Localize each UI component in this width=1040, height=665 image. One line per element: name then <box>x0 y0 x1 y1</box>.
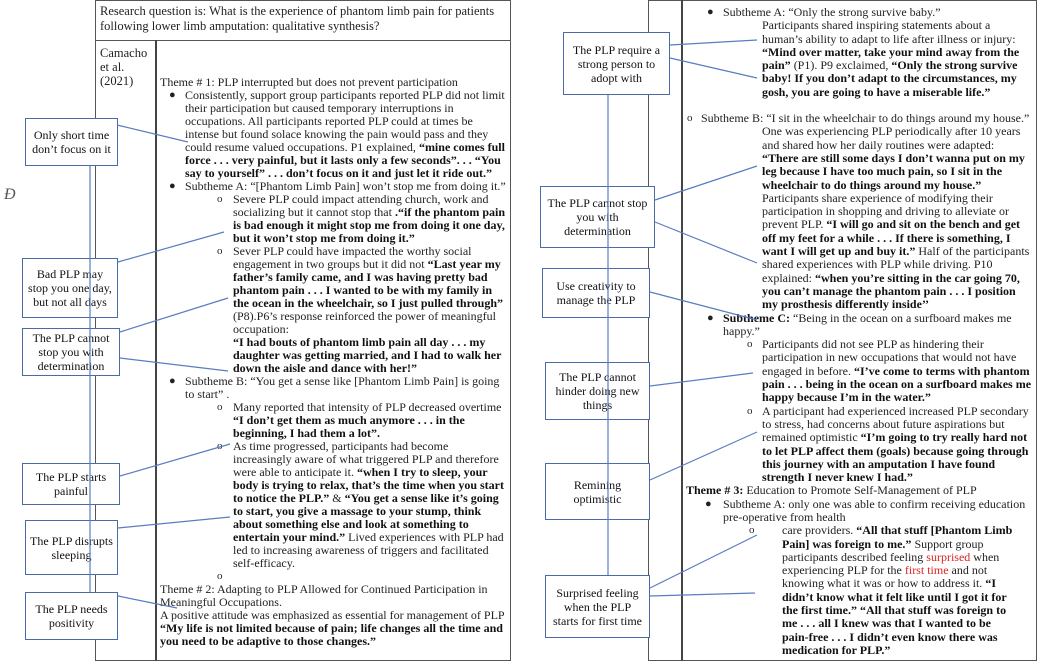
note-creativity: Use creativity to manage the PLP <box>542 268 650 318</box>
note-new-things: The PLP cannot hinder doing new things <box>545 362 650 420</box>
subtheme-c-item-1: o Participants did not see PLP as hindering their participation in new occupations that would not have engaged in before. “I’ve come to terms with phantom pain . . . being in the ocean on a surfboard makes me happy because I’m in the water.” <box>747 337 1032 405</box>
text: One was experiencing PLP periodically after 10 years and shared how her daily routines were adapted: <box>762 124 1021 152</box>
theme-1-bullet: ● Consistently, support group participants reported PLP did not limit their participation but caused temporary interruptions in occupations. All participants reported PLP could at times be intense but found solace knowing the pain would pass and they could resume valued occupations. P1 explained, “mine comes full force . . . very painful, but it lasts only a few seconds”. . . “You say to yourself” . . . don’t focus on it and just let it ride out.” <box>169 88 505 180</box>
quote: “My life is not limited because of pain; life changes all the time and you need to be adaptive to those changes.” <box>160 621 503 648</box>
text: and not knowing what it was or how to address it. <box>782 563 988 591</box>
right-body <box>686 6 1032 657</box>
text: Lived experiences with PLP had led to increasing awareness of triggers and facilitated self-efficacy. <box>233 530 504 570</box>
text: (P1). P9 exclaimed, <box>790 58 892 73</box>
subtheme-a-text <box>762 19 1032 99</box>
text: & <box>329 491 345 505</box>
quote: “I’ve come to terms with phantom pain . . . being in the ocean on a surfboard makes me happy because I’m in the water.” <box>762 363 1032 405</box>
note-optimistic: Remining optimistic <box>545 463 650 520</box>
text: Participants share experience of modifying their participation in shopping and driving to alleviate or prevent PLP. <box>762 190 1009 232</box>
text: A positive attitude was emphasized as essential for management of PLP <box>160 608 505 622</box>
subtheme-a-item-2: o Sever PLP could have impacted the worthy social engagement in two groups but it did not “Last year my father’s family came, and I was having pretty bad phantom pain . . . I wanted to be with my family in the ocean in the wheelchair, so I just pulled through” (P8).P6’s response reinforced the power of meaningful occupation: “I had bouts of phantom limb pain all day . . . my daughter was getting married, and I had to walk her down the aisle and dance with her!” <box>217 244 504 375</box>
subtheme-b-item-2: o As time progressed, participants had become increasingly aware of what triggered PLP and therefore were able to anticipate it. “when I try to sleep, your body is trying to relax, that’s the time when you start to notice the PLP.” & “You get a sense like it’s going to start, you give a massage to your stump, think about something else and look at something to entertain your mind.” Lived experiences with PLP had led to increasing awareness of triggers and facilitated self-efficacy. <box>217 439 504 570</box>
note-strong-person: The PLP require a strong person to adopt with <box>563 32 670 95</box>
quote: “There are still some days I don’t wanna put on my leg because I have too much pain, so I sit in the wheelchair to do things around my house.” <box>762 150 1025 192</box>
quote: “Mind over matter, take your mind away from the pain” <box>762 44 1020 73</box>
text: Support group participants described feeling <box>782 536 984 564</box>
text: Sever PLP could have impacted the worthy social engagement in two groups but it did not <box>233 244 472 271</box>
quote: “when I try to sleep, your body is trying to relax, that’s the time when you start to notice the PLP.” <box>233 465 504 505</box>
quote: “when you’re sitting in the car going 70, you can’t manage the phantom pain . . . I position my prosthesis differently inside’’ <box>762 270 1020 312</box>
quote: “You get a sense like it’s going to start, you give a massage to your stump, think about something else and look at something to entertain your mind.” <box>233 491 499 544</box>
right-column-divider <box>681 0 683 661</box>
quote: “All that stuff [Phantom Limb Pain] was foreign to me.” <box>782 523 1013 551</box>
subtheme-b-item-1: o Many reported that intensity of PLP decreased overtime “I don’t get them as much anymore . . . in the beginning, I had them a lot”. <box>217 400 502 440</box>
text: Severe PLP could impact attending church, work and socializing but it cannot stop that <box>233 192 489 219</box>
note-short-time: Only short time don’t focus on it <box>25 118 118 166</box>
subtheme-b-label: Subtheme B: “You get a sense like [Phantom Limb Pain] is going to start” . <box>185 374 500 401</box>
quote: “Only the strong survive baby! If you don’t adapt to the circumstances, my gosh, you are going to have a miserable life.” <box>762 58 1018 99</box>
quote: “I’m going to try really hard not to let PLP affect them (goals) because going through this journey with an amputation I have found strength I never knew I had.” <box>762 430 1029 485</box>
quote: “I don’t get them as much anymore . . . in the beginning, I had them a lot”. <box>233 413 465 440</box>
text: Many reported that intensity of PLP decreased overtime <box>233 400 502 414</box>
subtheme-b-label: Subtheme B: “I sit in the wheelchair to do things around my house.” <box>701 111 1030 126</box>
subtheme-c-label: Subtheme C: <box>723 310 791 325</box>
text: Subtheme A: only one was able to confirm receiving education pre-operative from health <box>723 496 1026 524</box>
subtheme-b: o Subtheme B: “I sit in the wheelchair to do things around my house.” <box>687 111 1030 126</box>
note-disrupts-sleeping: The PLP disrupts sleeping <box>25 520 118 575</box>
text: Participants shared inspiring statements about a human’s ability to adapt to life after illness or injury: <box>762 18 1016 46</box>
note-needs-positivity: The PLP needs positivity <box>25 592 118 640</box>
text: Participants did not see PLP as hindering their participation in new occupations that would not have engaged in before. <box>762 337 1017 378</box>
text: (P8).P6’s response reinforced the power of meaningful occupation: <box>233 309 496 336</box>
theme-3-item: o care providers. “All that stuff [Phantom Limb Pain] was foreign to me.” Support group participants described feeling surprised when experiencing PLP for the first time and not knowing what it was or how to address it. “I didn’t know what it felt like until I got it for the first time.” “All that stuff was foreign to me . . . all I knew was that I wanted to be pain-free . . . I didn’t even know there was medication for PLP.” <box>749 523 1013 657</box>
left-column-divider <box>155 40 157 661</box>
note-determination: The PLP cannot stop you with determination <box>22 328 120 376</box>
quote: “I didn’t know what it felt like until I got it for the first time.” “All that stuff was foreign to me . . . all I knew was that I wanted to be pain-free . . . I didn’t even know there was medication for PLP.” <box>782 576 1007 657</box>
subtheme-a-label: Subtheme A: “Only the strong survive baby.” <box>723 5 941 19</box>
empty-bullet: o <box>217 570 223 582</box>
theme-3-subtheme-a: ● Subtheme A: only one was able to confirm receiving education pre-operative from health <box>705 496 1026 524</box>
subtheme-b: ● Subtheme B: “You get a sense like [Phantom Limb Pain] is going to start” . <box>169 374 500 401</box>
theme-2-heading: Theme # 2: Adapting to PLP Allowed for Continued Participation in Meaningful Occupations. <box>160 582 488 609</box>
research-question: Research question is: What is the experience of phantom limb pain for patients following lower limb amputation: qualitative synthesis? <box>100 4 495 33</box>
text: A participant had experienced increased PLP secondary to stress, had concerns about future aspirations but remained optimistic <box>762 403 1029 445</box>
text: Half of the participants shared experiences with PLP while driving. P10 explained: <box>762 244 1030 285</box>
text: care providers. <box>782 523 857 538</box>
quote: “mine comes full force . . . very painful, but it lasts only a few seconds”. . . “You say to yourself” . . . don’t focus on it and just let it ride out.” <box>185 140 505 180</box>
subtheme-c: ● Subtheme C: “Being in the ocean on a surfboard makes me happy.” <box>707 310 1012 338</box>
subtheme-a: ● Subtheme A: “Only the strong survive baby.” <box>707 5 941 19</box>
text: Consistently, support group participants reported PLP did not limit their participation but caused temporary interruptions in occupations. All participants reported PLP could at times be intense but found solace knowing the pain would pass and they could resume valued occupations. P1 explained, <box>185 88 505 154</box>
text: when experiencing PLP for the <box>782 549 1000 578</box>
subtheme-a-item-1: o Severe PLP could impact attending church, work and socializing but it cannot stop that .“if the phantom pain is bad enough it might stop me from doing it one day, but it won’t stop me from doing it.” <box>217 192 506 245</box>
subtheme-b-text <box>762 125 1032 311</box>
subtheme-c-title: “Being in the ocean on a surfboard makes me happy.” <box>723 310 1012 338</box>
theme-3-title: Education to Promote Self-Management of PLP <box>743 483 977 498</box>
note-bad-plp: Bad PLP may stop you one day, but not all days <box>22 258 118 318</box>
subtheme-a-label: Subtheme A: “[Phantom Limb Pain] won’t stop me from doing it.” <box>185 179 506 193</box>
quote: “I will go and sit on the bench and get off my feet for a while . . . If there is something, I want I will get up and buy it.” <box>762 217 1021 259</box>
subtheme-c-item-2: o A participant had experienced increased PLP secondary to stress, had concerns about future aspirations but remained optimistic “I’m going to try really hard not to let PLP affect them (goals) because going through this journey with an amputation I have found strength I never knew I had.” <box>747 403 1029 485</box>
quote: .“if the phantom pain is bad enough it might stop me from doing it one day, but it won’t stop me from doing it.” <box>233 205 506 245</box>
theme-3-heading <box>686 484 1032 497</box>
highlight-first-time: first time <box>904 563 949 578</box>
highlight-surprised: surprised <box>926 549 971 564</box>
study-author: Camacho et al. (2021) <box>100 46 148 88</box>
quote: “I had bouts of phantom limb pain all day . . . my daughter was getting married, and I had to walk her down the aisle and dance with her!” <box>233 335 502 375</box>
theme-3-label: Theme # 3: <box>686 483 744 498</box>
note-determination-right: The PLP cannot stop you with determination <box>540 186 655 248</box>
left-body <box>160 76 508 648</box>
note-surprised: Surprised feeling when the PLP starts for first time <box>545 575 650 638</box>
subtheme-a: ● Subtheme A: “[Phantom Limb Pain] won’t stop me from doing it.” <box>169 179 506 193</box>
cursor-icon: Ð <box>4 186 16 203</box>
text: As time progressed, participants had become increasingly aware of what triggered PLP and therefore were able to anticipate it. <box>233 439 499 479</box>
theme-2-text <box>160 609 508 648</box>
note-starts-painful: The PLP starts painful <box>22 463 120 505</box>
theme-1-heading: Theme # 1: PLP interrupted but does not prevent participation <box>160 75 458 89</box>
quote: “Last year my father’s family came, and I was having pretty bad phantom pain . . . I wanted to be with my family in the ocean in the wheelchair, so I just pulled through” <box>233 257 504 310</box>
